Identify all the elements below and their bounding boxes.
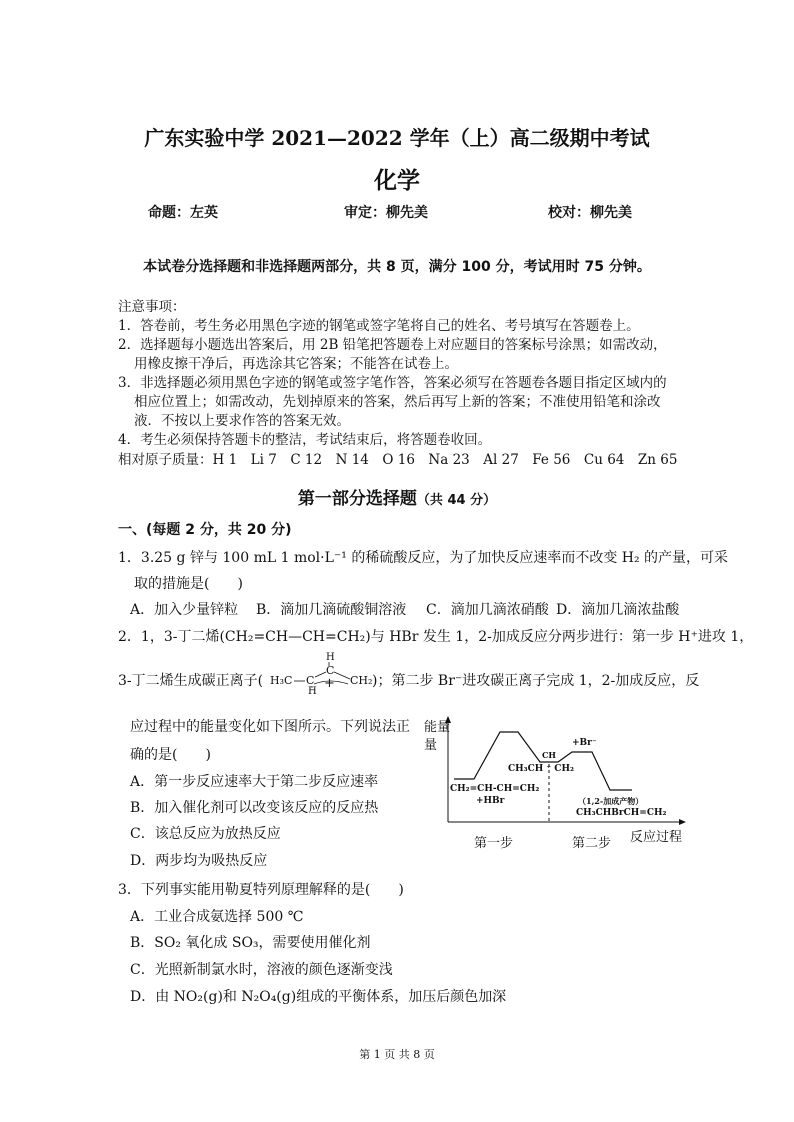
q1-option-c: C．滴加几滴浓硝酸 [426,602,549,618]
q3-option-d: D．由 NO₂(g)和 N₂O₄(g)组成的平衡体系，加压后颜色加深 [130,989,507,1005]
q2-option-c: C．该总反应为放热反应 [130,826,281,842]
q3-option-a: A．工业合成氨选择 500 ℃ [130,909,304,925]
reactants-hbr-label: +HBr [476,796,505,806]
proofreader-credit: 校对：柳先美 [548,205,632,221]
q3-stem: 3．下列事实能用勒夏特列原理解释的是( ) [118,882,404,898]
ion-h-bottom: H [308,686,317,697]
q2-option-a: A．第一步反应速率大于第二步反应速率 [130,774,379,790]
q2-option-d: D．两步均为吸热反应 [130,853,268,869]
exam-title: 广东实验中学 2021—2022 学年（上）高二级期中考试 [144,126,650,150]
br-ion-label: +Br⁻ [572,738,597,748]
note-2b: 用橡皮擦干净后，再选涂其它答案；不能答在试卷上。 [134,356,458,372]
reactants-label: CH₂=CH-CH=CH₂ [450,784,540,794]
ion-bonds [270,652,380,698]
intermediate-label: CH₃CH ⁺ CH₂ [508,764,574,774]
ion-c-left: C [306,674,315,687]
section-score: （共 44 分） [416,493,497,508]
notes-heading: 注意事项： [118,299,186,315]
q1-stem-line1: 1．3.25 g 锌与 100 mL 1 mol·L⁻¹ 的稀硫酸反应，为了加快反应速率而不改变 H₂ 的产量，可采 [118,550,729,566]
q3-option-c: C．光照新制氯水时，溶液的颜色逐渐变浅 [130,962,393,978]
note-1: 1．答卷前，考生务必用黑色字迹的钢笔或签字笔将自己的姓名、考号填写在答题卷上。 [118,318,640,334]
note-4: 4．考生必须保持答题卡的整洁，考试结束后，将答题卷收回。 [118,432,492,448]
ion-h-top: H [326,652,335,663]
diagram-y-label-2: 量 [424,738,438,753]
atomic-masses: 相对原子质量：H 1 Li 7 C 12 N 14 O 16 Na 23 Al 27 Fe 56 Cu 64 Zn 65 [118,452,678,468]
ion-left-group: H₃C [270,674,293,687]
page-footer: 第 1 页 共 8 页 [359,1048,435,1061]
x-axis-label: 反应过程 [630,830,683,845]
step1-label: 第一步 [474,836,514,851]
carbocation-structure [270,652,380,698]
ion-right-group: CH₂ [350,674,373,687]
q1-stem-line2: 取的措施是( ) [134,576,243,592]
energy-diagram [420,714,690,854]
note-2a: 2．选择题每小题选出答案后，用 2B 铅笔把答题卷上对应题目的答案标号涂黑；如需改动， [118,337,667,353]
reviewer-credit: 审定：柳先美 [344,205,428,221]
exam-intro: 本试卷分选择题和非选择题两部分，共 8 页，满分 100 分，考试用时 75 分钟。 [143,259,651,275]
section-name: 第一部分选择题 [297,489,417,509]
subject-title: 化学 [374,167,420,194]
q2-stem-line1: 2．1，3-丁二烯(CH₂=CH—CH=CH₂)与 HBr 发生 1，2-加成反应分两步进行：第一步 H⁺进攻 1， [118,629,754,645]
section-title [0,484,794,509]
note-3b: 相应位置上；如需改动，先划掉原来的答案，然后再写上新的答案；不准使用铅笔和涂改 [134,394,661,410]
step2-label: 第二步 [572,836,612,851]
q1-option-b: B．滴加几滴硫酸铜溶液 [256,602,407,618]
note-3a: 3．非选择题必须用黑色字迹的钢笔或签字笔作答，答案必须写在答题卷各题目指定区域内的 [118,375,667,391]
ion-plus: + [324,676,335,691]
q2-stem-line2b: )；第二步 Br⁻进攻碳正离子完成 1，2-加成反应，反 [372,673,700,689]
q2-stem-line3: 应过程中的能量变化如下图所示。下列说法正 [130,719,410,735]
author-credit: 命题：左英 [148,205,218,221]
ion-c-top: C [326,664,335,677]
intermediate-top-label: CH [542,750,556,760]
q3-option-b: B．SO₂ 氧化成 SO₃，需要使用催化剂 [130,935,371,951]
product-label: CH₃CHBrCH=CH₂ [576,808,667,818]
q1-option-d: D．滴加几滴浓盐酸 [556,602,680,618]
note-3c: 液．不按以上要求作答的答案无效。 [134,413,350,429]
q2-option-b: B．加入催化剂可以改变该反应的反应热 [130,800,379,816]
q2-stem-line2a: 3-丁二烯生成碳正离子( [118,673,264,689]
product-note-label: （1,2-加成产物） [578,796,644,806]
q2-stem-line4: 确的是( ) [130,747,211,763]
diagram-y-label: 能量 [424,720,451,735]
q1-option-a: A．加入少量锌粒 [130,602,239,618]
part1-heading: 一、(每题 2 分，共 20 分) [118,522,292,538]
